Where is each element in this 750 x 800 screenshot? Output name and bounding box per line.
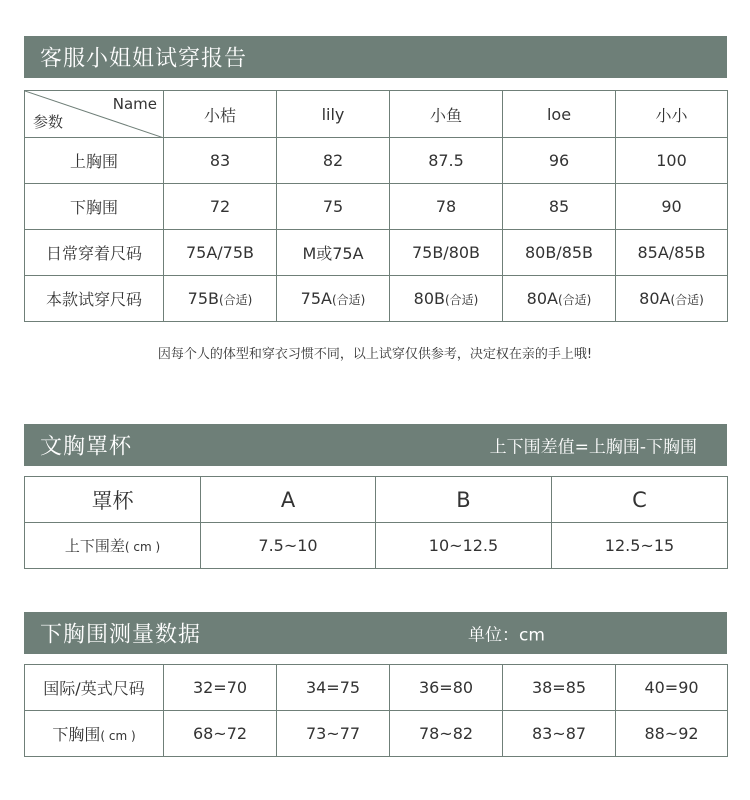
size-value: 80A <box>639 289 671 308</box>
cup-letter: A <box>201 477 376 523</box>
size-value: 75A <box>300 289 332 308</box>
fit-suffix: (合适) <box>444 293 479 307</box>
table-cell: 96 <box>503 138 616 184</box>
table-cell: 78~82 <box>390 711 503 757</box>
row-label: 本款试穿尺码 <box>25 276 164 322</box>
table-cell: 7.5~10 <box>201 523 376 569</box>
row-label: 日常穿着尺码 <box>25 230 164 276</box>
size-value: 80B <box>413 289 445 308</box>
table-row <box>25 184 728 230</box>
table-cell: 85A/85B <box>616 230 728 276</box>
disclaimer-note: 因每个人的体型和穿衣习惯不同，以上试穿仅供参考，决定权在亲的手上哦! <box>157 347 593 362</box>
table-cell <box>164 276 277 322</box>
table-cell: 68~72 <box>164 711 277 757</box>
unit-text: 单位：cm <box>468 625 545 646</box>
table-row <box>25 230 728 276</box>
section-title: 客服小姐姐试穿报告 <box>40 46 248 72</box>
table-cell: 87.5 <box>390 138 503 184</box>
table-cell: 73~77 <box>277 711 390 757</box>
table-cell: 36=80 <box>390 665 503 711</box>
table-cell: 32=70 <box>164 665 277 711</box>
underbust-table <box>24 664 728 757</box>
param-label: 参数 <box>33 113 64 131</box>
table-cell: 83~87 <box>503 711 616 757</box>
unit-label: ( cm ) <box>124 540 161 554</box>
person-name: 小鱼 <box>390 91 503 138</box>
table-cell: 75B/80B <box>390 230 503 276</box>
table-row <box>25 665 728 711</box>
table-cell: 38=85 <box>503 665 616 711</box>
table-row <box>25 138 728 184</box>
table-row <box>25 276 728 322</box>
fitting-report-table <box>24 90 728 322</box>
table-cell <box>277 276 390 322</box>
table-row <box>25 711 728 757</box>
row-label: 下胸围 <box>25 184 164 230</box>
section-title: 文胸罩杯 <box>40 434 133 460</box>
fit-suffix: (合适) <box>218 293 253 307</box>
section-header-underbust <box>24 612 727 654</box>
table-cell: 75 <box>277 184 390 230</box>
row-label <box>25 711 164 757</box>
table-cell: 78 <box>390 184 503 230</box>
table-cell: 88~92 <box>616 711 728 757</box>
fit-suffix: (合适) <box>557 293 592 307</box>
section-subtitle: 上下围差值=上胸围-下胸围 <box>489 437 697 458</box>
cup-size-table <box>24 476 728 569</box>
section-title: 下胸围测量数据 <box>40 622 202 648</box>
table-cell <box>503 276 616 322</box>
row-label: 国际/英式尺码 <box>25 665 164 711</box>
table-header-row <box>25 91 728 138</box>
table-cell: 85 <box>503 184 616 230</box>
table-cell: 100 <box>616 138 728 184</box>
table-row <box>25 523 728 569</box>
table-cell: 34=75 <box>277 665 390 711</box>
table-cell: 12.5~15 <box>552 523 728 569</box>
table-cell <box>390 276 503 322</box>
fit-suffix: (合适) <box>670 293 704 307</box>
row-label-text: 下胸围 <box>52 725 101 744</box>
row-label-text: 上下围差 <box>64 537 125 555</box>
table-cell: 82 <box>277 138 390 184</box>
cup-label: 罩杯 <box>25 477 201 523</box>
table-cell: 72 <box>164 184 277 230</box>
row-label <box>25 523 201 569</box>
table-cell: 10~12.5 <box>376 523 552 569</box>
person-name: loe <box>503 91 616 138</box>
unit-label: ( cm ) <box>100 729 136 743</box>
person-name: 小桔 <box>164 91 277 138</box>
cup-letter: C <box>552 477 728 523</box>
table-cell <box>616 276 728 322</box>
section-header-cup <box>24 424 727 466</box>
name-label: Name <box>112 95 157 113</box>
row-label: 上胸围 <box>25 138 164 184</box>
table-cell: 80B/85B <box>503 230 616 276</box>
table-cell: 90 <box>616 184 728 230</box>
person-name: 小小 <box>616 91 728 138</box>
size-value: 80A <box>526 289 558 308</box>
fit-suffix: (合适) <box>331 293 366 307</box>
size-value: 75B <box>187 289 219 308</box>
table-cell: 83 <box>164 138 277 184</box>
table-cell: 40=90 <box>616 665 728 711</box>
person-name: lily <box>277 91 390 138</box>
table-cell: 75A/75B <box>164 230 277 276</box>
diagonal-header-cell <box>25 91 164 138</box>
table-header-row <box>25 477 728 523</box>
section-header-fitting-report <box>24 36 727 78</box>
cup-letter: B <box>376 477 552 523</box>
table-cell: M或75A <box>277 230 390 276</box>
